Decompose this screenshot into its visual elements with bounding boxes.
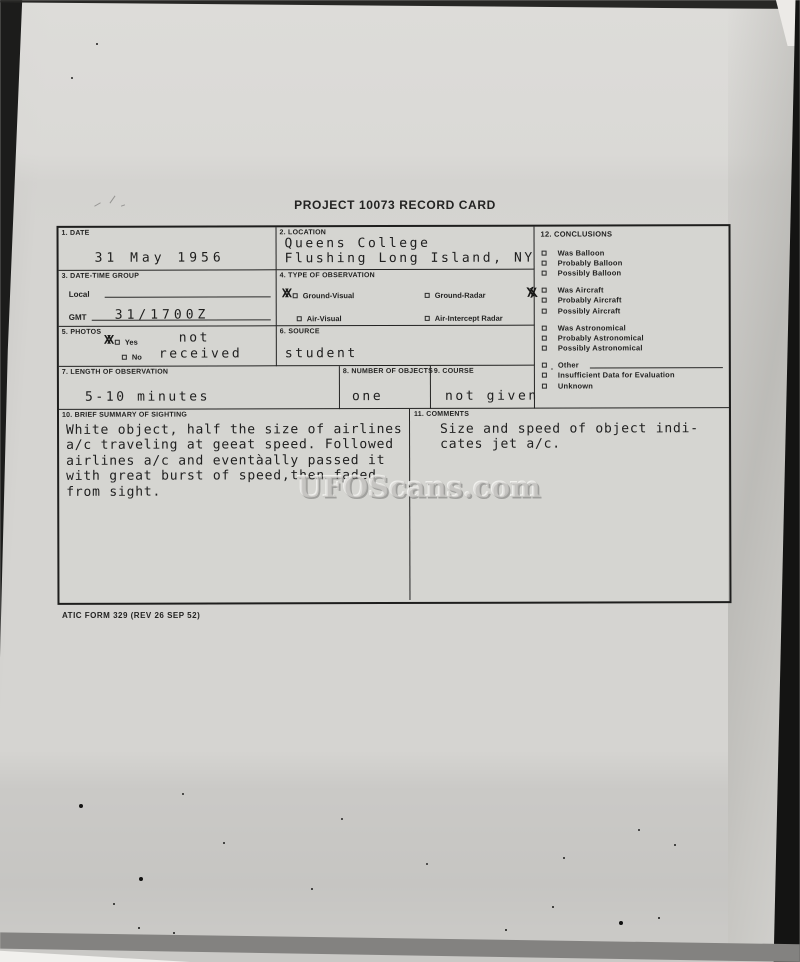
scan-edge-left — [0, 0, 30, 700]
conclusion-checkbox — [542, 363, 547, 368]
photos-cell — [59, 326, 277, 367]
date-cell — [59, 227, 277, 271]
air-visual-checkbox — [297, 316, 302, 321]
photos-yes-label: Yes — [124, 337, 138, 347]
other-blank-line — [590, 361, 723, 368]
conclusion-item — [542, 305, 725, 316]
source-cell — [277, 326, 535, 367]
photos-yes-note: not — [178, 330, 211, 346]
gmt-value: 31/1700Z — [114, 307, 210, 323]
page-title: PROJECT 10073 RECORD CARD — [294, 198, 496, 212]
conclusion-checkbox — [542, 383, 547, 388]
photos-no-option — [122, 353, 142, 362]
scan-edge-top — [0, 0, 780, 9]
conclusion-item — [542, 343, 725, 354]
photos-no-note: received — [158, 346, 243, 362]
date-label: 1. DATE — [61, 229, 90, 237]
ground-radar-label: Ground-Radar — [434, 290, 486, 300]
conclusion-item-label: Probably Balloon — [557, 258, 623, 268]
conclusion-item — [542, 370, 725, 381]
air-intercept-radar-option — [425, 314, 503, 323]
conclusion-item — [542, 247, 725, 258]
air-visual-option — [297, 314, 342, 323]
conclusion-item — [542, 322, 725, 333]
ground-visual-label: Ground-Visual — [302, 291, 355, 301]
record-card-table — [57, 224, 732, 605]
conclusion-checkbox — [542, 288, 547, 293]
conclusion-item-label: Possibly Balloon — [557, 268, 622, 278]
date-value: 31 May 1956 — [94, 250, 225, 266]
number-of-objects-label: 8. NUMBER OF OBJECTS — [342, 367, 434, 376]
type-of-observation-cell — [277, 270, 535, 327]
conclusion-item-label: Unknown — [557, 381, 594, 391]
air-visual-label: Air-Visual — [306, 314, 342, 324]
summary-line: airlines a/c and eventàally passed it — [66, 452, 386, 469]
course-value: not given — [444, 388, 539, 404]
summary-cell — [59, 409, 410, 601]
course-label: 9. COURSE — [433, 367, 474, 375]
summary-line: a/c traveling at geeat speed. Followed — [66, 437, 394, 454]
conclusion-checkbox — [542, 346, 547, 351]
conclusion-item-label: Was Astronomical — [557, 323, 626, 333]
conclusions-label: 12. CONCLUSIONS — [540, 229, 613, 239]
photos-yes-typed-mark: XX — [103, 332, 111, 347]
stray-dot-mark: . — [550, 362, 554, 372]
ground-radar-option — [425, 291, 486, 300]
conclusions-cell — [525, 226, 729, 409]
photos-yes-checkbox — [115, 340, 120, 345]
course-cell — [431, 366, 539, 409]
location-line1: Queens College — [284, 235, 431, 252]
conclusion-item-label: Insufficient Data for Evaluation — [557, 370, 675, 381]
summary-label: 10. BRIEF SUMMARY OF SIGHTING — [61, 411, 188, 419]
ground-radar-checkbox — [425, 293, 430, 298]
conclusion-item — [542, 257, 725, 268]
conclusion-item-label: Was Balloon — [557, 248, 605, 258]
length-of-observation-cell — [59, 366, 340, 410]
source-value: student — [284, 346, 358, 362]
number-of-objects-value: one — [351, 389, 384, 405]
conclusion-checkbox — [542, 373, 547, 378]
conclusion-checkbox — [542, 271, 547, 276]
comments-cell — [410, 408, 729, 600]
date-time-group-cell — [59, 270, 277, 327]
conclusion-item — [542, 268, 725, 279]
conclusion-item — [542, 285, 725, 296]
conclusion-item-label: Possibly Astronomical — [557, 343, 643, 353]
dust-specks — [96, 43, 98, 45]
conclusion-item — [542, 380, 725, 391]
conclusion-item-other — [542, 360, 725, 371]
length-of-observation-label: 7. LENGTH OF OBSERVATION — [61, 368, 169, 376]
photos-no-label: No — [131, 352, 142, 362]
summary-line: White object, half the size of airlines — [66, 421, 403, 438]
conclusion-checkbox — [542, 336, 547, 341]
conclusion-item-probably-aircraft — [542, 295, 725, 306]
conclusion-item-label: Other — [557, 360, 579, 370]
conclusions-typed-x-mark: X — [525, 285, 536, 302]
location-line2: Flushing Long Island, NY — [284, 250, 535, 267]
location-label: 2. LOCATION — [279, 229, 327, 237]
summary-line: from sight. — [66, 484, 162, 500]
comments-label: 11. COMMENTS — [413, 410, 470, 418]
summary-line: with great burst of speed,then faded — [66, 468, 377, 485]
scan-edge-bottom — [0, 925, 800, 962]
photos-yes-option — [103, 332, 138, 347]
conclusion-item-label: Probably Aircraft — [557, 295, 622, 305]
conclusion-item-label: Was Aircraft — [557, 285, 604, 295]
source-label: 6. SOURCE — [279, 328, 320, 336]
conclusion-item-label: Probably Astronomical — [557, 333, 644, 343]
ground-visual-checkbox — [293, 293, 298, 298]
conclusion-item-label: Possibly Aircraft — [557, 305, 621, 316]
conclusion-checkbox — [542, 325, 547, 330]
conclusion-checkbox — [542, 250, 547, 255]
watermark: UFOScans.com — [297, 470, 541, 504]
comments-line: cates jet a/c. — [440, 436, 561, 453]
date-time-group-label: 3. DATE-TIME GROUP — [61, 272, 140, 280]
location-cell — [277, 227, 535, 271]
local-label: Local — [68, 289, 90, 299]
type-of-observation-label: 4. TYPE OF OBSERVATION — [279, 272, 376, 280]
conclusions-list — [542, 247, 725, 391]
air-intercept-radar-label: Air-Intercept Radar — [434, 313, 503, 323]
ground-visual-option — [281, 286, 355, 301]
form-number: ATIC FORM 329 (REV 26 SEP 52) — [62, 611, 201, 620]
conclusion-item — [542, 332, 725, 343]
local-blank-line — [105, 287, 271, 297]
gmt-label: GMT — [68, 312, 87, 322]
conclusion-checkbox — [542, 308, 547, 313]
photos-no-checkbox — [122, 355, 127, 360]
photos-label: 5. PHOTOS — [61, 328, 102, 336]
air-intercept-radar-checkbox — [425, 316, 430, 321]
conclusion-checkbox — [542, 260, 547, 265]
length-of-observation-value: 5-10 minutes — [84, 389, 211, 405]
conclusion-checkbox — [542, 298, 547, 303]
ground-visual-typed-mark: XX — [281, 286, 289, 301]
comments-text — [440, 421, 699, 452]
comments-line: Size and speed of object indi- — [440, 421, 699, 437]
number-of-objects-cell — [340, 366, 434, 409]
